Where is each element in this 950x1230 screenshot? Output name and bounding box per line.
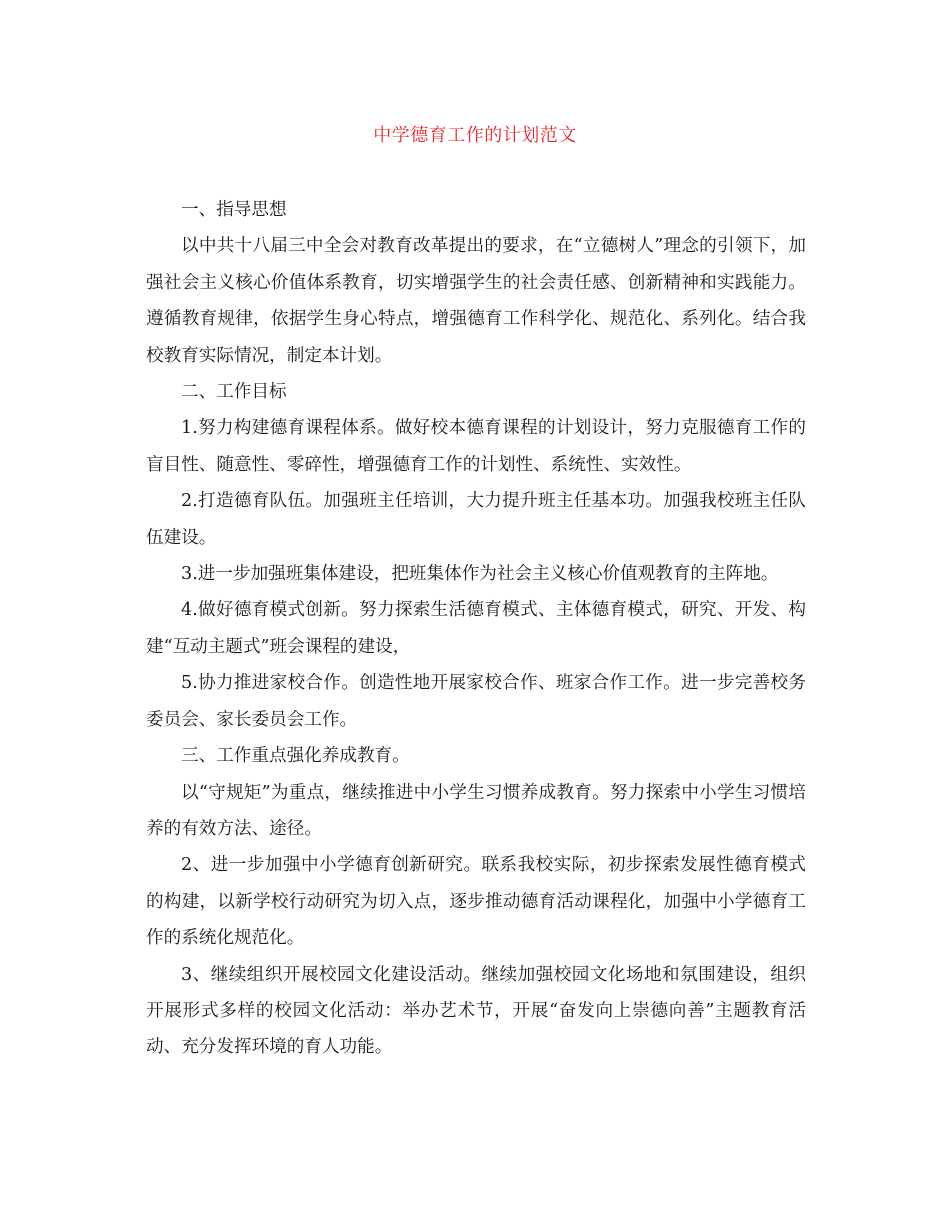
focus-item-3: 3、继续组织开展校园文化建设活动。继续加强校园文化场地和氛围建设，组织开展形式多样的校园文化活动：举办艺术节，开展“奋发向上崇德向善”主题教育活动、充分发挥环境的育人功能。 [146,964,806,1058]
goal-item-1: 1.努力构建德育课程体系。做好校本德育课程的计划设计，努力克服德育工作的盲目性、随意性、零碎性，增强德育工作的计划性、系统性、实效性。 [146,418,806,475]
goal-item-5: 5.协力推进家校合作。创造性地开展家校合作、班家合作工作。进一步完善校务委员会、家长委员会工作。 [146,673,806,730]
heading-work-focus: 三、工作重点强化养成教育。 [181,746,410,767]
heading-guiding-ideology: 一、指导思想 [181,200,287,220]
goal-item-4: 4.做好德育模式创新。努力探索生活德育模式、主体德育模式，研究、开发、构建“互动主题式”班会课程的建设， [146,600,806,657]
focus-item-2: 2、进一步加强中小学德育创新研究。联系我校实际，初步探索发展性德育模式的构建，以新学校行动研究为切入点，逐步推动德育活动课程化，加强中小学德育工作的系统化规范化。 [146,855,806,949]
heading-work-goals: 二、工作目标 [181,382,287,403]
paragraph-guiding-ideology: 以中共十八届三中全会对教育改革提出的要求，在“立德树人”理念的引领下，加强社会主义核心价值体系教育，切实增强学生的社会责任感、创新精神和实践能力。遵循教育规律，依据学生身心特点，增强德育工作科学化、规范化、系列化。结合我校教育实际情况，制定本计划。 [146,236,806,366]
goal-item-2: 2.打造德育队伍。加强班主任培训，大力提升班主任基本功。加强我校班主任队伍建设。 [146,491,806,548]
document-title: 中学德育工作的计划范文 [373,125,577,146]
goal-item-3: 3.进一步加强班集体建设，把班集体作为社会主义核心价值观教育的主阵地。 [181,564,779,585]
focus-item-1: 以“守规矩”为重点，继续推进中小学生习惯养成教育。努力探索中小学生习惯培养的有效方法、途径。 [146,782,806,839]
document-body [146,192,806,1066]
